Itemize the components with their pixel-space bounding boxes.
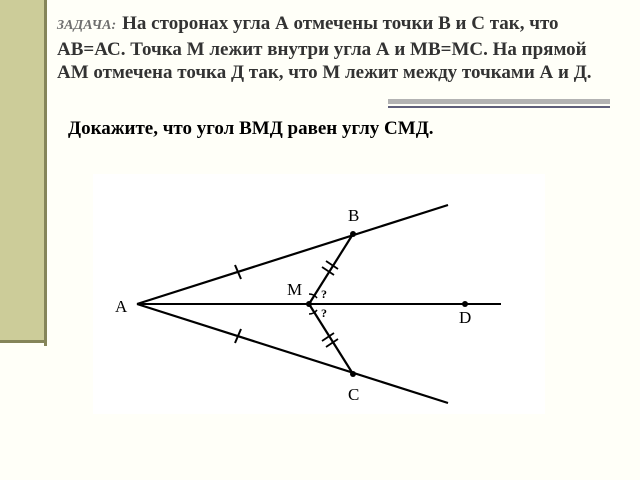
title-divider-thick	[388, 99, 610, 104]
ray-ac	[137, 304, 448, 403]
point-c	[350, 371, 356, 377]
label-d: D	[459, 308, 472, 327]
side-horizontal-rule	[0, 340, 44, 343]
geometry-figure	[93, 174, 545, 414]
angle-mark-bmd: ?	[321, 287, 327, 301]
segment-mc	[309, 304, 353, 374]
task-label: ЗАДАЧА:	[57, 18, 117, 33]
segment-mb	[309, 234, 353, 304]
point-d	[462, 301, 468, 307]
geometry-figure-svg	[93, 174, 545, 414]
side-decoration-panel	[0, 0, 44, 342]
label-b: В	[348, 206, 360, 225]
side-vertical-rule	[44, 0, 47, 346]
label-a: А	[115, 297, 128, 316]
point-b	[350, 231, 356, 237]
title-divider	[388, 99, 610, 109]
task-text	[57, 12, 597, 85]
label-m: М	[287, 280, 303, 299]
task-body: На сторонах угла А отмечены точки В и С так, что АВ=АС. Точка М лежит внутри угла А и МВ=МС. На прямой АМ отмечена точка Д так, что М лежит между точками А и Д.	[57, 13, 592, 83]
title-divider-thin	[388, 106, 610, 108]
angle-mark-cmd: ?	[321, 306, 327, 320]
prove-statement: Докажите, что угол ВМД равен углу СМД.	[68, 118, 434, 139]
point-m	[306, 301, 312, 307]
label-c: С	[348, 385, 360, 404]
